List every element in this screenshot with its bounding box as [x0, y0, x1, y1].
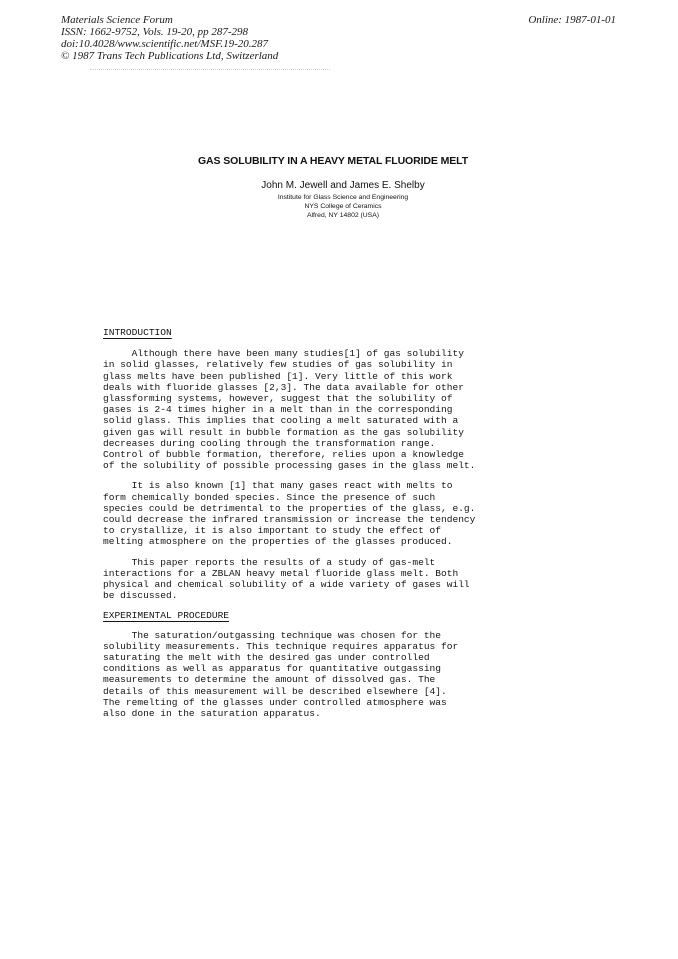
- experimental-section: [103, 630, 533, 720]
- introduction-heading: INTRODUCTION: [103, 327, 172, 338]
- online-date: Online: 1987-01-01: [528, 14, 616, 26]
- paper-body: [103, 327, 533, 728]
- copyright-line: © 1987 Trans Tech Publications Ltd, Switzerland: [61, 50, 279, 62]
- title-block: [0, 155, 678, 220]
- issn-line: ISSN: 1662-9752, Vols. 19-20, pp 287-298: [61, 26, 248, 38]
- doi-line: doi:10.4028/www.scientific.net/MSF.19-20.287: [61, 38, 269, 50]
- introduction-section: [103, 348, 533, 601]
- journal-name: Materials Science Forum: [61, 14, 173, 26]
- header-divider: [90, 69, 330, 70]
- experimental-heading: EXPERIMENTAL PROCEDURE: [103, 610, 230, 622]
- paper-authors: John M. Jewell and James E. Shelby: [261, 180, 425, 191]
- affiliation-address: Alfred, NY 14802 (USA): [306, 212, 380, 219]
- paper-title: GAS SOLUBILITY IN A HEAVY METAL FLUORIDE MELT: [197, 155, 469, 167]
- affiliation-institute: Institute for Glass Science and Engineering: [277, 194, 409, 201]
- affiliation: [8, 193, 678, 220]
- intro-paragraph-3: This paper reports the results of a study of gas-melt interactions for a ZBLAN heavy metal fluoride glass melt. Both physical and chemical solubility of a wide variety of gases will be discussed.: [103, 556, 470, 602]
- intro-paragraph-1: Although there have been many studies[1] of gas solubility in solid glasses, relatively few studies of gas solubility in glass melts have been published [1]. Very little of this work deals with fluoride glasses [2,3]. The data available for other glassforming systems, however, suggest that the solubility of gases is 2-4 times higher in a melt than in the corresponding solid glass. This implies that cooling a melt saturated with a given gas will result in bubble formation as the gas solubility decreases during cooling through the transformation range. Control of bubble formation, therefore, relies upon a knowledge of the solubility of possible processing gases in the glass melt.: [103, 348, 476, 472]
- experimental-paragraph-1: The saturation/outgassing technique was chosen for the solubility measurements. This technique requires apparatus for saturating the melt with the desired gas under controlled conditions as well as apparatus for quantitative outgassing measurements to determine the amount of dissolved gas. The details of this measurement will be described elsewhere [4]. The remelting of the glasses under controlled atmosphere was also done in the saturation apparatus.: [103, 629, 459, 720]
- affiliation-college: NYS College of Ceramics: [304, 203, 382, 210]
- intro-paragraph-2: It is also known [1] that many gases react with melts to form chemically bonded species. Since the presence of such species could be detrimental to the properties of the glass, e.g. could decrease the infrared transmission or increase the tendency to crystallize, it is also important to study the effect of melting atmosphere on the properties of the glasses produced.: [103, 480, 476, 548]
